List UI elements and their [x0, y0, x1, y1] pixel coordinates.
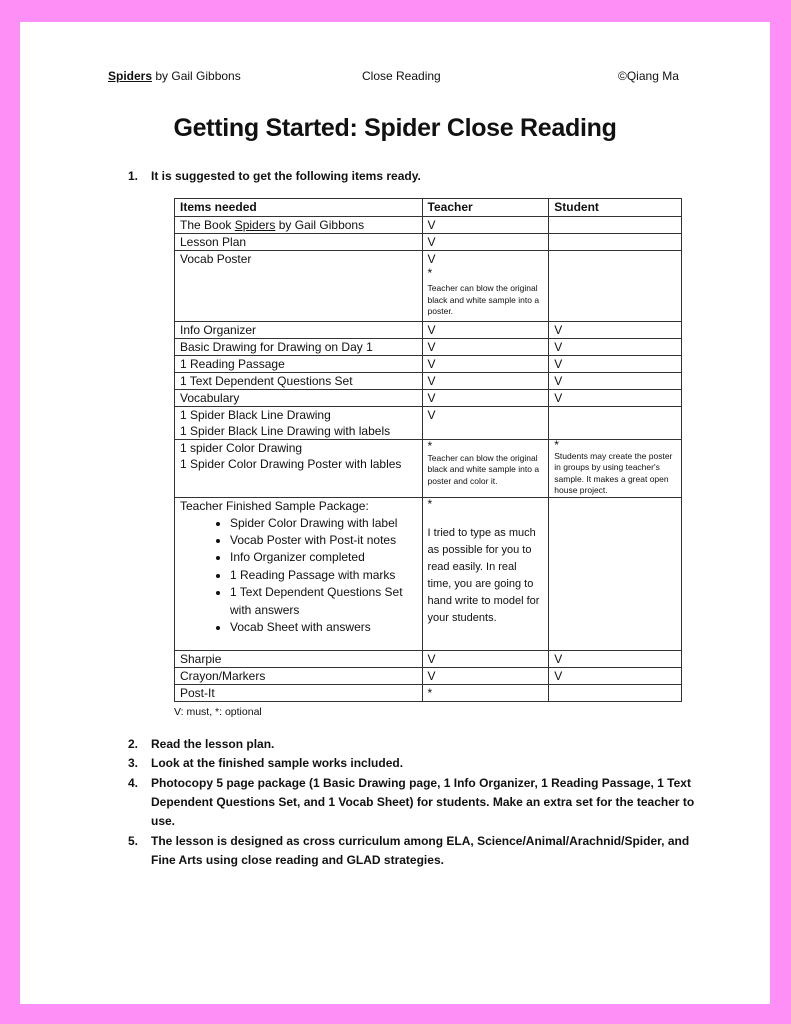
- col-header-items: Items needed: [175, 199, 423, 217]
- header-book-author: by Gail Gibbons: [152, 69, 241, 83]
- header-book-title: Spiders: [108, 69, 153, 83]
- student-note: Students may create the poster in groups by using teacher's sample. It makes a great open house project.: [554, 450, 673, 495]
- table-row: [175, 321, 682, 338]
- step-number: 2.: [128, 737, 139, 751]
- teacher-cell: [422, 439, 549, 497]
- teacher-cell: *: [422, 684, 549, 701]
- student-cell: [549, 684, 682, 701]
- student-cell: V: [549, 372, 682, 389]
- package-list: [180, 515, 417, 637]
- header-center: Close Reading: [362, 69, 441, 83]
- item-text: 1 Spider Color Drawing Poster with lables: [180, 456, 402, 471]
- student-cell: V: [549, 667, 682, 684]
- item-cell: [175, 406, 423, 439]
- teacher-cell: V: [422, 355, 549, 372]
- table-row: [175, 251, 682, 322]
- item-cell: Vocabulary: [175, 389, 423, 406]
- table-row: [175, 406, 682, 439]
- step-text: Photocopy 5 page package (1 Basic Drawing page, 1 Info Organizer, 1 Reading Passage, 1 Text Dependent Questions Set, and 1 Vocab Sheet) for students. Make an extra set for the teacher to use.: [151, 776, 695, 828]
- step-number: 4.: [128, 776, 139, 790]
- student-cell: V: [549, 355, 682, 372]
- item-cell: [175, 497, 423, 650]
- table-row: [175, 355, 682, 372]
- teacher-cell: V: [422, 650, 549, 667]
- item-cell: 1 Text Dependent Questions Set: [175, 372, 423, 389]
- teacher-cell: V: [422, 389, 549, 406]
- table-row: [175, 389, 682, 406]
- teacher-mark: V: [427, 252, 436, 266]
- list-item: • Vocab Poster with Post-it notes: [230, 532, 417, 549]
- item-text: 1 Spider Black Line Drawing: [180, 407, 331, 422]
- col-header-teacher: Teacher: [422, 199, 549, 217]
- table-row: [175, 650, 682, 667]
- item-cell: Vocab Poster: [175, 251, 423, 322]
- student-cell: [549, 497, 682, 650]
- items-table: [174, 198, 682, 702]
- list-item: • 1 Text Dependent Questions Set with answers: [230, 584, 417, 619]
- list-item: • Vocab Sheet with answers: [230, 619, 417, 636]
- optional-mark: *: [427, 438, 433, 453]
- item-cell: Sharpie: [175, 650, 423, 667]
- teacher-cell: V: [422, 406, 549, 439]
- student-cell: V: [549, 321, 682, 338]
- step-text: It is suggested to get the following items ready.: [151, 169, 421, 183]
- table-row: [175, 217, 682, 234]
- item-cell: Lesson Plan: [175, 234, 423, 251]
- teacher-cell: [422, 497, 549, 650]
- list-item: • 1 Reading Passage with marks: [230, 567, 417, 584]
- item-text: 1 Spider Black Line Drawing with labels: [180, 423, 391, 438]
- step-number: 1.: [128, 169, 139, 183]
- item-text: by Gail Gibbons: [275, 218, 365, 232]
- item-text: Teacher Finished Sample Package:: [180, 498, 369, 513]
- item-cell: Info Organizer: [175, 321, 423, 338]
- document-page: [20, 22, 770, 1004]
- table-row: [175, 684, 682, 701]
- table-row: [175, 667, 682, 684]
- item-text: 1 spider Color Drawing: [180, 440, 303, 455]
- student-cell: [549, 406, 682, 439]
- teacher-note: Teacher can blow the original black and white sample into a poster.: [427, 283, 540, 316]
- optional-mark: *: [427, 266, 433, 280]
- optional-mark: *: [554, 437, 559, 452]
- student-cell: [549, 251, 682, 322]
- item-cell: Crayon/Markers: [175, 667, 423, 684]
- item-cell: Basic Drawing for Drawing on Day 1: [175, 338, 423, 355]
- step-text: Look at the finished sample works included.: [151, 756, 404, 770]
- teacher-note: I tried to type as much as possible for you to read easily. In real time, you are going to hand write to model for your students.: [427, 526, 540, 624]
- step-text: The lesson is designed as cross curriculum among ELA, Science/Animal/Arachnid/Spider, and Fine Arts using close reading and GLAD strategies.: [151, 834, 690, 867]
- student-cell: V: [549, 338, 682, 355]
- teacher-cell: [422, 251, 549, 322]
- student-cell: V: [549, 650, 682, 667]
- teacher-cell: V: [422, 338, 549, 355]
- table-header-row: [175, 199, 682, 217]
- header-copyright: ©Qiang Ma: [618, 69, 679, 83]
- table-row: [175, 372, 682, 389]
- teacher-cell: V: [422, 217, 549, 234]
- table-row: [175, 338, 682, 355]
- teacher-cell: V: [422, 667, 549, 684]
- item-cell: [175, 439, 423, 497]
- item-cell: 1 Reading Passage: [175, 355, 423, 372]
- teacher-cell: V: [422, 372, 549, 389]
- book-title: Spiders: [234, 218, 276, 232]
- col-header-student: Student: [549, 199, 682, 217]
- page-title: Getting Started: Spider Close Reading: [173, 114, 617, 142]
- student-cell: [549, 439, 682, 497]
- optional-mark: *: [427, 496, 433, 511]
- item-cell: Post-It: [175, 684, 423, 701]
- table-row: [175, 234, 682, 251]
- table-row: [175, 497, 682, 650]
- table-legend: V: must, *: optional: [174, 706, 262, 718]
- student-cell: [549, 234, 682, 251]
- step-number: 5.: [128, 834, 139, 848]
- teacher-note: Teacher can blow the original black and white sample into a poster and color it.: [427, 452, 540, 486]
- student-cell: [549, 217, 682, 234]
- teacher-cell: V: [422, 321, 549, 338]
- item-text: The Book: [180, 218, 235, 232]
- header-book: [108, 69, 241, 83]
- student-cell: V: [549, 389, 682, 406]
- list-item: • Info Organizer completed: [230, 549, 417, 566]
- item-cell: [175, 217, 423, 234]
- step-text: Read the lesson plan.: [151, 737, 275, 751]
- table-row: [175, 439, 682, 497]
- step-number: 3.: [128, 756, 139, 770]
- teacher-cell: V: [422, 234, 549, 251]
- list-item: • Spider Color Drawing with label: [230, 515, 417, 532]
